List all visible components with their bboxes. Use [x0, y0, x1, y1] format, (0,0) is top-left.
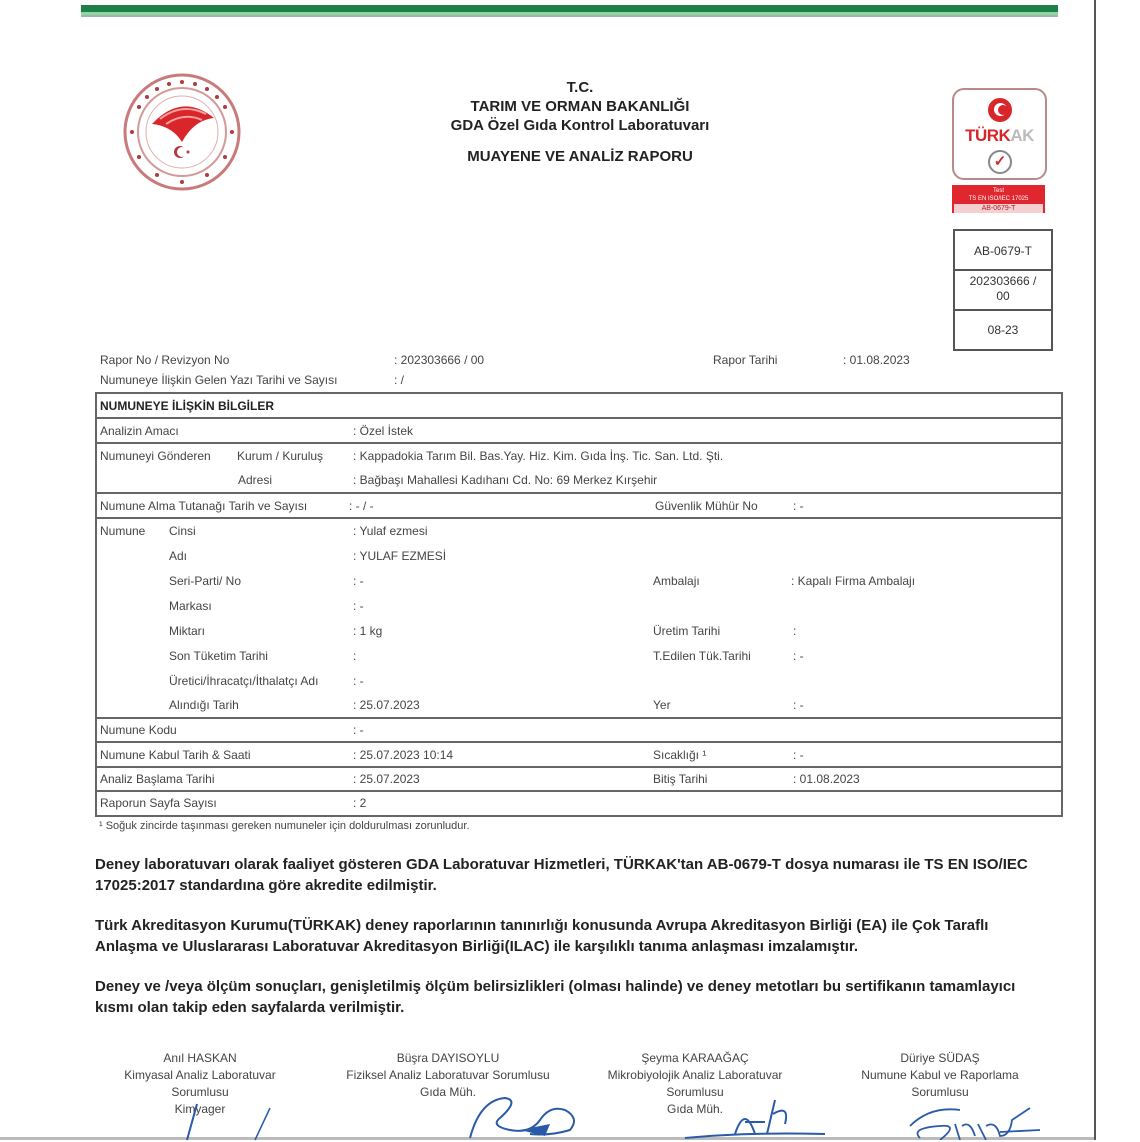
temperature-value: : -	[793, 748, 804, 762]
type-value: : Yulaf ezmesi	[353, 524, 428, 538]
sampling-label: Numune Alma Tutanağı Tarih ve Sayısı	[100, 499, 308, 513]
sample-info-table	[95, 392, 1063, 817]
signatory-role: Kimyasal Analiz Laboratuvar	[124, 1068, 276, 1082]
type-label: Cinsi	[169, 524, 196, 538]
table-row	[97, 743, 1061, 768]
signatory-name: Düriye SÜDAŞ	[900, 1051, 980, 1065]
turkak-logo-text: TÜRKAK	[965, 126, 1034, 145]
paragraph-recognition: Türk Akreditasyon Kurumu(TÜRKAK) deney raporlarının tanınırlığı konusunda Avrupa Akreditasyon Birliği (EA) ile Çok Taraflı Anlaşma ve Uluslararası Laboratuvar Akreditasyon Birliği(ILAC) ile karşılıklı tanıma anlaşması imzalamıştır.	[95, 917, 989, 955]
footnote: ¹ Soğuk zincirde taşınması gereken numuneler için doldurulması zorunludur.	[99, 820, 470, 832]
temperature-label: Sıcaklığı ¹	[653, 748, 707, 762]
header-lab: GDA Özel Gıda Kontrol Laboratuvarı	[450, 117, 710, 134]
packaging-label: Ambalajı	[653, 574, 700, 588]
letter-label: Numuneye İlişkin Gelen Yazı Tarihi ve Sayısı	[100, 373, 338, 387]
place-label: Yer	[653, 698, 671, 712]
page-count-label: Raporun Sayfa Sayısı	[100, 796, 217, 810]
paragraph-accreditation: Deney laboratuvarı olarak faaliyet gösteren GDA Laboratuvar Hizmetleri, TÜRKAK'tan AB-0679-T dosya numarası ile TS EN ISO/IEC 17025:2017 standardına göre akredite edilmiştir.	[95, 856, 1028, 894]
signature-3-icon	[685, 1094, 835, 1142]
report-title: MUAYENE VE ANALİZ RAPORU	[467, 148, 693, 165]
section-title: NUMUNEYE İLİŞKİN BİLGİLER	[100, 399, 275, 413]
brand-value: : -	[353, 599, 364, 613]
table-row	[97, 419, 1061, 444]
signatories	[95, 1050, 1055, 1140]
signatory-role: Sorumlusu	[911, 1085, 969, 1099]
institution-value: : Kappadokia Tarım Bil. Bas.Yay. Hiz. Kim. Gıda İnş. Tic. San. Ltd. Şti.	[353, 449, 724, 463]
signatory-title: Gıda Müh.	[666, 1102, 724, 1116]
page-count-value: : 2	[353, 796, 367, 810]
badge-test-label: Test	[992, 188, 1004, 194]
expiry-value: :	[353, 649, 357, 663]
analysis-start-value: : 25.07.2023	[353, 772, 420, 786]
producer-value: : -	[353, 674, 364, 688]
signatory-role: Sorumlusu	[666, 1085, 724, 1099]
report-no-box: 202303666 / 00	[955, 271, 1051, 311]
address-label: Adresi	[238, 473, 273, 487]
signatory-role: Mikrobiyolojik Analiz Laboratuvar	[607, 1068, 783, 1082]
table-row	[97, 768, 1061, 792]
name-label: Adı	[169, 549, 188, 563]
production-date-value: :	[793, 624, 797, 638]
purpose-label: Analizin Amacı	[100, 424, 179, 438]
signature-4-icon	[900, 1096, 1040, 1140]
report-date-value: : 01.08.2023	[843, 353, 910, 367]
signature-1-icon	[175, 1102, 295, 1142]
production-date-label: Üretim Tarihi	[653, 624, 721, 638]
signature-2-icon	[450, 1090, 590, 1140]
paragraph-results: Deney ve /veya ölçüm sonuçları, genişletilmiş ölçüm belirsizlikleri (olması halinde) ve deney metotları bu sertifikanın tamamlayıcı kısmı olan takip eden sayfalarda verilmiştir.	[95, 978, 1016, 1016]
report-date-label: Rapor Tarihi	[713, 353, 778, 367]
place-value: : -	[793, 698, 804, 712]
signatory-name: Büşra DAYISOYLU	[396, 1051, 500, 1065]
sample-code-value: : -	[353, 723, 364, 737]
signatory-role: Gıda Müh.	[419, 1085, 477, 1099]
signatory-4	[835, 1050, 1045, 1101]
brand-label: Markası	[169, 599, 212, 613]
table-row	[97, 444, 1061, 494]
turkak-accreditation-badge	[952, 88, 1047, 213]
signatory-role: Numune Kabul ve Raporlama	[861, 1068, 1019, 1082]
sample-details-block	[97, 519, 1061, 719]
section-header-row	[97, 394, 1061, 419]
sample-code-label: Numune Kodu	[100, 723, 177, 737]
institution-label: Kurum / Kuruluş	[237, 449, 324, 463]
producer-label: Üretici/İhracatçı/İthalatçı Adı	[169, 674, 319, 688]
badge-code: AB-0679-T	[954, 204, 1043, 213]
quantity-label: Miktarı	[169, 624, 205, 638]
best-before-value: : -	[793, 649, 804, 663]
sampling-value: : - / -	[349, 499, 374, 513]
purpose-value: : Özel İstek	[353, 424, 414, 438]
signatory-title: Kimyager	[174, 1102, 226, 1116]
table-row	[97, 719, 1061, 743]
received-date-label: Alındığı Tarih	[169, 698, 239, 712]
badge-standard-label: TS EN ISO/IEC 17025	[968, 196, 1029, 202]
sender-label: Numuneyi Gönderen	[100, 449, 211, 463]
accreditation-no: AB-0679-T	[955, 231, 1051, 271]
address-value: : Bağbaşı Mahallesi Kadıhanı Cd. No: 69 Merkez Kırşehir	[353, 473, 658, 487]
quantity-value: : 1 kg	[353, 624, 383, 638]
signatory-name: Şeyma KARAAĞAÇ	[641, 1051, 749, 1065]
crescent-icon	[988, 98, 1012, 122]
received-date-value: : 25.07.2023	[353, 698, 420, 712]
best-before-label: T.Edilen Tük.Tarihi	[653, 649, 751, 663]
name-value: : YULAF EZMESİ	[353, 549, 447, 563]
page-right-edge	[1094, 0, 1096, 1140]
seal-no-label: Güvenlik Mühür No	[655, 499, 758, 513]
end-date-label: Bitiş Tarihi	[653, 772, 708, 786]
packaging-value: : Kapalı Firma Ambalajı	[791, 574, 916, 588]
header-ministry: TARIM VE ORMAN BAKANLIĞI	[470, 98, 690, 115]
batch-value: : -	[353, 574, 364, 588]
acceptance-value: : 25.07.2023 10:14	[353, 748, 454, 762]
end-date-value: : 01.08.2023	[793, 772, 860, 786]
date-code: 08-23	[987, 323, 1019, 337]
document-header	[380, 78, 780, 166]
report-no-value: : 202303666 / 00	[394, 353, 485, 367]
accreditation-statements	[95, 854, 1045, 1037]
expiry-label: Son Tüketim Tarihi	[169, 649, 268, 663]
signatory-role: Fiziksel Analiz Laboratuvar Sorumlusu	[346, 1068, 550, 1082]
ministry-seal-icon	[122, 72, 242, 192]
report-no-label: Rapor No / Revizyon No	[100, 353, 230, 367]
top-green-bar	[81, 5, 1058, 17]
header-tc: T.C.	[566, 79, 594, 96]
table-row	[97, 494, 1061, 519]
sample-label: Numune	[100, 524, 146, 538]
letter-value: : /	[394, 373, 405, 387]
seal-no-value: : -	[793, 499, 804, 513]
accreditation-code-box	[953, 229, 1053, 351]
signatory-role: Sorumlusu	[171, 1085, 229, 1099]
acceptance-label: Numune Kabul Tarih & Saati	[100, 748, 251, 762]
signatory-name: Anıl HASKAN	[163, 1051, 237, 1065]
table-row	[97, 792, 1061, 817]
checkmark-icon: ✓	[988, 150, 1012, 174]
batch-label: Seri-Parti/ No	[169, 574, 242, 588]
analysis-start-label: Analiz Başlama Tarihi	[100, 772, 215, 786]
